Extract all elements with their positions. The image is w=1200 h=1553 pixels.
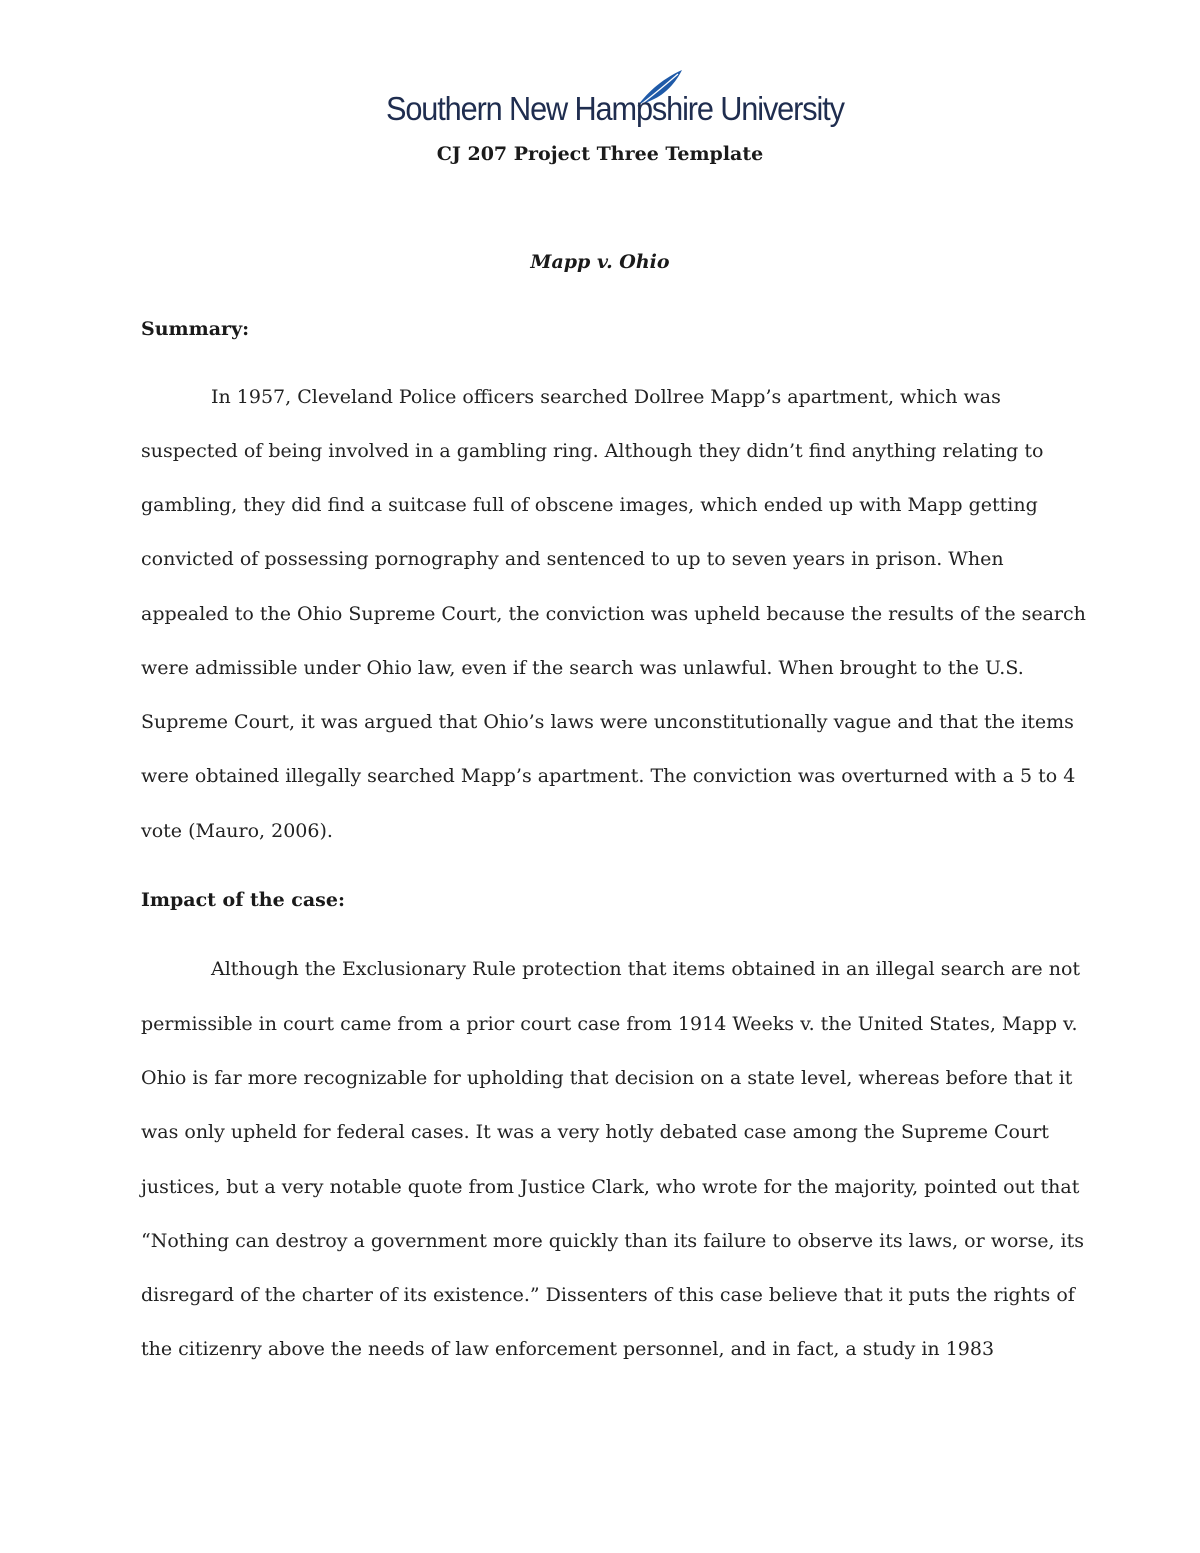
summary-line: suspected of being involved in a gambling ring. Although they didn’t find anything relating to <box>141 440 1044 462</box>
impact-line: permissible in court came from a prior court case from 1914 Weeks v. the United States, Mapp v. <box>141 1013 1078 1035</box>
summary-line: convicted of possessing pornography and sentenced to up to seven years in prison. When <box>141 548 1004 570</box>
logo-wordmark: Southern New Hampshire University <box>386 90 844 127</box>
impact-line: was only upheld for federal cases. It was a very hotly debated case among the Supreme Court <box>141 1121 1049 1143</box>
case-title: Mapp v. Ohio <box>530 251 670 273</box>
impact-line: disregard of the charter of its existence.” Dissenters of this case believe that it puts the rights of <box>141 1284 1075 1306</box>
university-logo <box>386 68 844 136</box>
summary-line: appealed to the Ohio Supreme Court, the conviction was upheld because the results of the search <box>141 603 1086 625</box>
document-title: CJ 207 Project Three Template <box>436 143 764 165</box>
impact-heading: Impact of the case: <box>141 889 345 911</box>
impact-line: justices, but a very notable quote from Justice Clark, who wrote for the majority, pointed out that <box>141 1176 1080 1198</box>
summary-line: vote (Mauro, 2006). <box>141 820 333 842</box>
summary-heading: Summary: <box>141 318 250 340</box>
impact-line: Ohio is far more recognizable for upholding that decision on a state level, whereas before that it <box>141 1067 1073 1089</box>
impact-line: Although the Exclusionary Rule protection that items obtained in an illegal search are not <box>211 958 1081 980</box>
impact-line: the citizenry above the needs of law enforcement personnel, and in fact, a study in 1983 <box>141 1338 995 1360</box>
impact-line: “Nothing can destroy a government more quickly than its failure to observe its laws, or worse, its <box>141 1230 1085 1252</box>
summary-line: were admissible under Ohio law, even if the search was unlawful. When brought to the U.S. <box>141 657 1024 679</box>
summary-line: gambling, they did find a suitcase full of obscene images, which ended up with Mapp getting <box>141 494 1038 516</box>
summary-line: In 1957, Cleveland Police officers searched Dollree Mapp’s apartment, which was <box>211 386 1001 408</box>
summary-line: were obtained illegally searched Mapp’s apartment. The conviction was overturned with a 5 to 4 <box>141 765 1076 787</box>
summary-line: Supreme Court, it was argued that Ohio’s laws were unconstitutionally vague and that the items <box>141 711 1074 733</box>
